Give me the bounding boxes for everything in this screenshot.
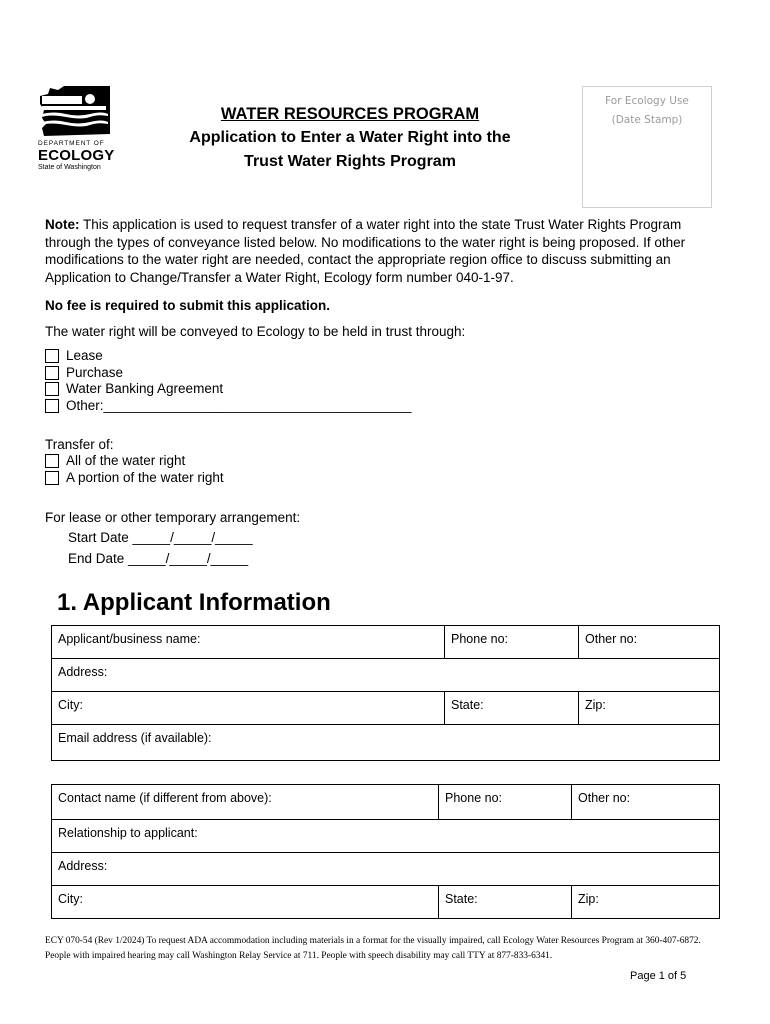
checkbox[interactable] xyxy=(45,454,59,468)
transfer-heading: Transfer of: xyxy=(45,437,114,452)
applicant-other-field[interactable]: Other no: xyxy=(579,626,720,659)
logo-dept-text: DEPARTMENT OF xyxy=(38,140,105,147)
start-date-field[interactable]: Start Date _____/_____/_____ xyxy=(68,530,253,545)
applicant-phone-field[interactable]: Phone no: xyxy=(445,626,579,659)
applicant-zip-field[interactable]: Zip: xyxy=(579,692,720,725)
option-label: A portion of the water right xyxy=(66,469,224,485)
contact-city-field[interactable]: City: xyxy=(52,886,439,919)
stamp-label-line1: For Ecology Use xyxy=(605,95,689,107)
checkbox[interactable] xyxy=(45,382,59,396)
applicant-email-field[interactable]: Email address (if available): xyxy=(52,725,720,761)
contact-state-field[interactable]: State: xyxy=(439,886,572,919)
option-water-banking[interactable] xyxy=(45,381,411,398)
option-label: All of the water right xyxy=(66,453,186,468)
option-label: Purchase xyxy=(66,364,124,380)
applicant-name-field[interactable]: Applicant/business name: xyxy=(52,626,445,659)
option-label: Lease xyxy=(66,348,103,363)
logo-state-text: State of Washington xyxy=(38,164,101,171)
transfer-options xyxy=(45,453,224,486)
option-other[interactable] xyxy=(45,398,411,415)
option-purchase[interactable] xyxy=(45,365,411,382)
option-label: Water Banking Agreement xyxy=(66,381,224,396)
conveyance-intro: The water right will be conveyed to Ecology to be held in trust through: xyxy=(45,324,466,339)
document-titles xyxy=(150,104,550,174)
contact-info-table xyxy=(51,784,720,919)
note-label: Note: xyxy=(45,217,80,232)
form-title-line1: Application to Enter a Water Right into the xyxy=(189,129,511,146)
checkbox[interactable] xyxy=(45,399,59,413)
checkbox[interactable] xyxy=(45,366,59,380)
option-lease[interactable] xyxy=(45,348,411,365)
contact-zip-field[interactable]: Zip: xyxy=(572,886,720,919)
applicant-address-field[interactable]: Address: xyxy=(52,659,720,692)
option-all-water-right[interactable] xyxy=(45,453,224,470)
form-title-line2: Trust Water Rights Program xyxy=(244,153,456,170)
contact-name-field[interactable]: Contact name (if different from above): xyxy=(52,785,439,820)
footer-ada-notice: ECY 070-54 (Rev 1/2024) To request ADA accommodation including materials in a format for the visually impaired, call Ecology Water Resources Program at 360-407-6872. People with impaired hearing may call Washington Relay Service at 711. People with speech disability may call TTY at 877-833-6341. xyxy=(45,936,701,961)
applicant-city-field[interactable]: City: xyxy=(52,692,445,725)
note-text: This application is used to request transfer of a water right into the state Trust Water Rights Program through the types of conveyance listed below. No modifications to the water right is being proposed. If other modifications to the water right are needed, contact the appropriate region office to discuss submitting an Application to Change/Transfer a Water Right, Ecology form number 040-1-97. xyxy=(45,217,686,285)
stamp-label-line2: (Date Stamp) xyxy=(611,114,683,126)
program-title: WATER RESOURCES PROGRAM xyxy=(220,105,480,123)
note-paragraph xyxy=(45,216,715,286)
section-applicant-title: 1. Applicant Information xyxy=(57,589,331,616)
lease-heading: For lease or other temporary arrangement: xyxy=(45,510,301,525)
option-label: Other:_________________________________________ xyxy=(66,397,412,413)
page-number: Page 1 of 5 xyxy=(630,970,687,982)
logo-name-text: ECOLOGY xyxy=(38,147,115,164)
lease-dates xyxy=(68,528,253,569)
option-portion-water-right[interactable] xyxy=(45,470,224,487)
conveyance-options xyxy=(45,348,411,414)
checkbox[interactable] xyxy=(45,471,59,485)
checkbox[interactable] xyxy=(45,349,59,363)
no-fee-statement: No fee is required to submit this application. xyxy=(45,298,331,313)
applicant-state-field[interactable]: State: xyxy=(445,692,579,725)
date-stamp-box[interactable] xyxy=(582,86,712,208)
contact-other-field[interactable]: Other no: xyxy=(572,785,720,820)
contact-phone-field[interactable]: Phone no: xyxy=(439,785,572,820)
end-date-field[interactable]: End Date _____/_____/_____ xyxy=(68,550,249,566)
contact-relationship-field[interactable]: Relationship to applicant: xyxy=(52,820,720,853)
washington-state-logo-icon xyxy=(38,84,110,138)
form-title xyxy=(150,126,550,174)
applicant-info-table xyxy=(51,625,720,761)
contact-address-field[interactable]: Address: xyxy=(52,853,720,886)
ecology-logo xyxy=(38,84,116,176)
